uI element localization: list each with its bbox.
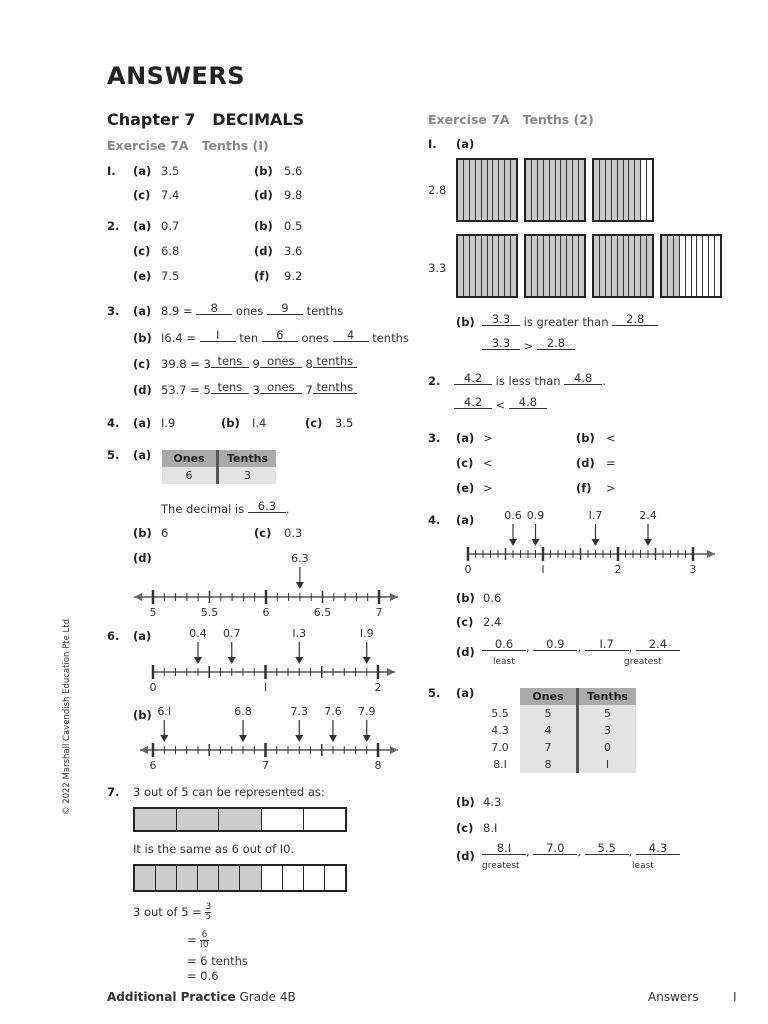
pointer-arrow-head bbox=[228, 657, 236, 664]
tenth-shaded bbox=[198, 866, 219, 890]
q4-answer-a: I.9 bbox=[161, 416, 176, 430]
r-q4d-blank-3: I.7 bbox=[585, 638, 629, 651]
tenth-strip-shaded bbox=[579, 236, 584, 296]
r-q4-label-c: (c) bbox=[456, 615, 474, 629]
q3d-blank-3: tenths bbox=[313, 381, 357, 394]
q3d-blank-2: ones bbox=[260, 381, 302, 394]
q5-cell-tenths: 3 bbox=[218, 467, 276, 484]
r-q5-cell: 0 bbox=[578, 739, 636, 756]
q2-answer-e: 7.5 bbox=[161, 269, 180, 283]
q4-answer-c: 3.5 bbox=[335, 416, 354, 430]
q3b-text-2: ones bbox=[301, 331, 329, 345]
pointer-label: 6.8 bbox=[234, 705, 252, 718]
q3-label-b: (b) bbox=[133, 331, 152, 345]
footer-book-grade: Grade 4B bbox=[239, 990, 296, 1004]
r-q3-label-d: (d) bbox=[576, 456, 595, 470]
r-q5d-blank-1: 8.I bbox=[482, 842, 526, 855]
q3b-blank-3: 4 bbox=[333, 329, 369, 342]
pointer-arrow-head bbox=[239, 735, 247, 742]
frac-num: 3 bbox=[205, 902, 212, 912]
tenth-unshaded bbox=[325, 866, 345, 890]
q3a-text-1: ones bbox=[235, 304, 264, 318]
q2-answer-a: 0.7 bbox=[161, 219, 180, 233]
pointer-arrow-head bbox=[363, 735, 371, 742]
q7-line-2: It is the same as 6 out of I0. bbox=[133, 842, 295, 856]
tenth-shaded bbox=[219, 866, 240, 890]
r-q2-blank-2: 4.8 bbox=[564, 372, 602, 385]
tick-label: 0 bbox=[149, 681, 157, 694]
tenth-strip-shaded bbox=[511, 160, 516, 220]
r-q2-blank-1: 4.2 bbox=[454, 372, 492, 385]
tick-label: 6.5 bbox=[313, 606, 332, 619]
q6a-number-line bbox=[140, 625, 400, 700]
r-q2-sentence: 4.2 is less than 4.8 . bbox=[454, 374, 606, 388]
q3c-blank-3: tenths bbox=[313, 355, 357, 368]
frac-den: I0 bbox=[200, 940, 209, 950]
r-q5-corner bbox=[480, 688, 520, 705]
q2-label-e: (e) bbox=[133, 269, 152, 283]
q1-label-d: (d) bbox=[254, 188, 273, 202]
r-q3-label-f: (f) bbox=[576, 481, 592, 495]
q3b-blank-2: 6 bbox=[262, 329, 298, 342]
exercise-heading-tenths-1: Exercise 7A Tenths (I) bbox=[107, 138, 269, 153]
r-q4d-greatest-label: greatest bbox=[624, 657, 662, 667]
q3d-text-2: 7 bbox=[305, 383, 313, 397]
fifth-unshaded bbox=[262, 809, 304, 830]
axis-arrowhead-right bbox=[387, 668, 395, 676]
q1-label-a: (a) bbox=[133, 164, 152, 178]
q3c-blank-1: tens bbox=[211, 355, 249, 368]
q3a-text-2: tenths bbox=[306, 304, 344, 318]
pointer-label: 0.6 bbox=[504, 509, 522, 522]
tick-label: 7 bbox=[262, 759, 269, 772]
r-q2-symbol: < bbox=[495, 398, 506, 412]
axis-arrowhead-right bbox=[707, 550, 715, 558]
q3b-text-3: tenths bbox=[372, 331, 409, 345]
r-q5-cell: 3 bbox=[578, 722, 636, 739]
q3a-blank-2: 9 bbox=[267, 302, 303, 315]
axis-arrowhead-right bbox=[390, 593, 398, 601]
pointer-arrow-head bbox=[295, 735, 303, 742]
q5-answer-b: 6 bbox=[161, 526, 169, 540]
r-q4-answer-c: 2.4 bbox=[483, 615, 502, 629]
q5-th-ones: Ones bbox=[162, 450, 218, 467]
q1-answer-a: 3.5 bbox=[161, 164, 180, 178]
r-q4-label-d: (d) bbox=[456, 645, 475, 659]
r-q5d-blank-3: 5.5 bbox=[585, 842, 629, 855]
q3c-text-1: 9 bbox=[252, 357, 260, 371]
q6-label-a: (a) bbox=[133, 629, 152, 643]
q5-number-line bbox=[120, 545, 420, 620]
tick-label: 6 bbox=[262, 606, 270, 619]
q5-label-c: (c) bbox=[254, 526, 272, 540]
r-q4d-order: 0.6 , 0.9 , I.7 , 2.4 bbox=[482, 640, 680, 654]
r-q3-answer-b: < bbox=[606, 431, 616, 445]
r-q4d-blank-2: 0.9 bbox=[533, 638, 577, 651]
r-q3-number: 3. bbox=[428, 431, 441, 445]
q3b-blank-1: I bbox=[200, 329, 236, 342]
q7-line-4: = 6 tenths bbox=[187, 954, 248, 968]
pointer-arrow-head bbox=[160, 735, 168, 742]
pointer-label: 7.6 bbox=[324, 705, 342, 718]
q1-answer-b: 5.6 bbox=[284, 164, 303, 178]
r-q2-compare-2: 4.8 bbox=[509, 396, 547, 409]
r-q3-label-b: (b) bbox=[576, 431, 595, 445]
pointer-arrow-head bbox=[363, 657, 371, 664]
r-q1b-compare-2: 2.8 bbox=[537, 337, 575, 350]
q3b-text-1: ten bbox=[239, 331, 259, 345]
q4-label-a: (a) bbox=[133, 416, 152, 430]
pointer-label: I.9 bbox=[359, 627, 374, 640]
footer-section: Answers bbox=[648, 990, 699, 1004]
fifth-shaded bbox=[135, 809, 177, 830]
exercise-heading-tenths-2: Exercise 7A Tenths (2) bbox=[428, 112, 594, 127]
tenth-shaded bbox=[177, 866, 198, 890]
tick-label: 0 bbox=[464, 563, 472, 576]
footer-book-title bbox=[107, 990, 296, 1004]
r-q1b-symbol: > bbox=[523, 339, 534, 353]
r-q5-th-ones: Ones bbox=[520, 688, 578, 705]
r-q4d-least-label: least bbox=[493, 657, 515, 667]
tick-label: 8 bbox=[374, 759, 382, 772]
q5-label-d: (d) bbox=[133, 551, 152, 565]
tick-label: I bbox=[263, 681, 268, 694]
tenth-strip-unshaded bbox=[715, 236, 720, 296]
footer-book-bold: Additional Practice bbox=[107, 990, 236, 1004]
pointer-label: 0.7 bbox=[223, 627, 241, 640]
r-q1b-compare-1: 3.3 bbox=[482, 337, 520, 350]
chapter-number: Chapter 7 bbox=[107, 110, 196, 129]
q1-number: I. bbox=[107, 164, 116, 178]
q3c-text-2: 8 bbox=[305, 357, 313, 371]
q3-answer-d bbox=[161, 380, 357, 397]
q3-answer-b bbox=[161, 328, 409, 345]
r-q4-label-a: (a) bbox=[456, 513, 475, 527]
q6b-number-line bbox=[140, 703, 400, 778]
pointer-label: 6.I bbox=[157, 705, 172, 718]
chapter-heading bbox=[107, 110, 304, 129]
q7-tenths-bar bbox=[133, 864, 347, 892]
q7-fraction-6-10 bbox=[200, 931, 208, 950]
q3d-blank-1: tens bbox=[211, 381, 249, 394]
r-q5-place-value-table bbox=[480, 688, 636, 773]
r-q5-label-d: (d) bbox=[456, 849, 475, 863]
fifth-shaded bbox=[177, 809, 219, 830]
pointer-arrow-head bbox=[644, 539, 652, 546]
q2-label-b: (b) bbox=[254, 219, 273, 233]
q3-label-a: (a) bbox=[133, 304, 152, 318]
pointer-arrow-head bbox=[532, 539, 540, 546]
q7-line-1: 3 out of 5 can be represented as: bbox=[133, 785, 325, 799]
axis-arrowhead-right bbox=[390, 746, 398, 754]
q2-number: 2. bbox=[107, 219, 120, 233]
r-q2-compare bbox=[454, 395, 547, 412]
q5-cell-ones: 6 bbox=[162, 467, 218, 484]
q5-th-tenths: Tenths bbox=[218, 450, 276, 467]
r-q1b-compare bbox=[482, 336, 575, 353]
r-q5-th-tenths: Tenths bbox=[578, 688, 636, 705]
pointer-label: 0.4 bbox=[189, 627, 207, 640]
r-q5-number: 5. bbox=[428, 686, 441, 700]
r-q5d-blank-4: 4.3 bbox=[636, 842, 680, 855]
tick-label: 7 bbox=[375, 606, 383, 619]
q1-label-c: (c) bbox=[133, 188, 151, 202]
tenths-grid-square bbox=[456, 158, 518, 222]
r-q4d-blank-1: 0.6 bbox=[482, 638, 526, 651]
q3c-blank-2: ones bbox=[260, 355, 302, 368]
tick-label: 2 bbox=[614, 563, 622, 576]
tenths-grid-square bbox=[524, 158, 586, 222]
r-q5-cell: 8 bbox=[520, 756, 578, 773]
pointer-label: 7.9 bbox=[358, 705, 376, 718]
tenths-grid-square bbox=[660, 234, 722, 298]
r-q5-row-label: 5.5 bbox=[480, 705, 520, 722]
tenth-shaded bbox=[135, 866, 156, 890]
tenth-unshaded bbox=[283, 866, 304, 890]
q1-label-b: (b) bbox=[254, 164, 273, 178]
q5-label-a: (a) bbox=[133, 448, 152, 462]
r-q5-row-label: 4.3 bbox=[480, 722, 520, 739]
r-q5-answer-c: 8.I bbox=[483, 821, 498, 835]
pointer-arrow-head bbox=[592, 539, 600, 546]
q3d-lead: 53.7 = 5 bbox=[161, 383, 211, 397]
r-q5-label-c: (c) bbox=[456, 821, 474, 835]
r-q5-cell: 7 bbox=[520, 739, 578, 756]
tenths-grid-square bbox=[524, 234, 586, 298]
q2-answer-d: 3.6 bbox=[284, 244, 303, 258]
q7-eq-sign: = bbox=[187, 933, 197, 947]
q7-line-3 bbox=[133, 903, 211, 922]
chapter-name: DECIMALS bbox=[212, 110, 305, 129]
tenth-shaded bbox=[156, 866, 177, 890]
q3-answer-c bbox=[161, 354, 357, 371]
r-q1b-blank-2: 2.8 bbox=[612, 313, 658, 326]
r-q1-row-2-label: 3.3 bbox=[428, 261, 447, 275]
r-q5-label-b: (b) bbox=[456, 795, 475, 809]
axis-arrowhead-left bbox=[140, 746, 148, 754]
q4-label-c: (c) bbox=[305, 416, 323, 430]
r-q5-row-label: 7.0 bbox=[480, 739, 520, 756]
q7-line-3-text: 3 out of 5 = bbox=[133, 905, 202, 919]
q7-fraction-3-5 bbox=[205, 903, 211, 922]
q5-decimal-text: The decimal is bbox=[161, 502, 245, 516]
r-q5-table-wrap bbox=[480, 688, 636, 773]
tenth-strip-shaded bbox=[579, 160, 584, 220]
q5-label-b: (b) bbox=[133, 526, 152, 540]
q3-label-d: (d) bbox=[133, 383, 152, 397]
q4-number: 4. bbox=[107, 416, 120, 430]
tenth-unshaded bbox=[304, 866, 325, 890]
axis-arrowhead-left bbox=[134, 593, 142, 601]
r-q3-answer-d: = bbox=[606, 456, 616, 470]
q3-label-c: (c) bbox=[133, 357, 151, 371]
tick-label: 2 bbox=[374, 681, 382, 694]
fifth-shaded bbox=[219, 809, 261, 830]
r-q5d-least-label: least bbox=[632, 861, 654, 871]
r-q5d-blank-2: 7.0 bbox=[533, 842, 577, 855]
tenths-grid-square bbox=[456, 234, 518, 298]
r-q3-answer-f: > bbox=[606, 481, 616, 495]
q4-label-b: (b) bbox=[221, 416, 240, 430]
frac-num: 6 bbox=[201, 930, 208, 940]
r-q1-row-1-label: 2.8 bbox=[428, 183, 447, 197]
pointer-arrow-head bbox=[194, 657, 202, 664]
q6-number: 6. bbox=[107, 629, 120, 643]
q3-answer-a bbox=[161, 301, 344, 318]
q3d-text-1: 3 bbox=[252, 383, 260, 397]
q5-number: 5. bbox=[107, 448, 120, 462]
tick-label: 3 bbox=[689, 563, 697, 576]
r-q3-answer-a: > bbox=[483, 431, 493, 445]
r-q5-cell: I bbox=[578, 756, 636, 773]
tenth-strip-shaded bbox=[511, 236, 516, 296]
q2-answer-c: 6.8 bbox=[161, 244, 180, 258]
r-q2-number: 2. bbox=[428, 374, 441, 388]
q3a-lead: 8.9 = bbox=[161, 304, 193, 318]
q2-answer-f: 9.2 bbox=[284, 269, 303, 283]
r-q5-cell: 5 bbox=[520, 705, 578, 722]
r-q1-label-b: (b) bbox=[456, 315, 475, 329]
q5-answer-c: 0.3 bbox=[284, 526, 303, 540]
fifth-unshaded bbox=[304, 809, 345, 830]
r-q5-label-a: (a) bbox=[456, 686, 475, 700]
tick-label: 6 bbox=[149, 759, 157, 772]
tick-label: 5 bbox=[149, 606, 157, 619]
r-q5-row-label: 8.I bbox=[480, 756, 520, 773]
r-q4-number-line bbox=[455, 507, 725, 582]
q7-line-eq bbox=[187, 931, 209, 950]
q2-label-d: (d) bbox=[254, 244, 273, 258]
tenth-shaded bbox=[240, 866, 261, 890]
r-q3-label-a: (a) bbox=[456, 431, 475, 445]
r-q2-text: is less than bbox=[495, 374, 561, 388]
pointer-arrow-head bbox=[509, 539, 517, 546]
r-q3-answer-c: < bbox=[483, 456, 493, 470]
r-q5d-greatest-label: greatest bbox=[482, 861, 520, 871]
r-q5-answer-b: 4.3 bbox=[483, 795, 502, 809]
pointer-label: 0.9 bbox=[526, 509, 545, 522]
q3b-lead: I6.4 = bbox=[161, 331, 196, 345]
r-q2-compare-1: 4.2 bbox=[454, 396, 492, 409]
q3-number: 3. bbox=[107, 304, 120, 318]
tenth-strip-shaded bbox=[647, 236, 652, 296]
pointer-label: I.3 bbox=[292, 627, 307, 640]
q2-label-f: (f) bbox=[254, 269, 270, 283]
tenths-grid-square bbox=[592, 158, 654, 222]
q6-label-b: (b) bbox=[133, 708, 152, 722]
tenth-unshaded bbox=[262, 866, 283, 890]
tick-label: 5.5 bbox=[200, 606, 219, 619]
r-q1b-sentence bbox=[482, 312, 658, 329]
r-q3-label-e: (e) bbox=[456, 481, 475, 495]
r-q4-number: 4. bbox=[428, 513, 441, 527]
q2-label-a: (a) bbox=[133, 219, 152, 233]
r-q4-label-b: (b) bbox=[456, 591, 475, 605]
pointer-arrow-head bbox=[296, 582, 304, 589]
q1-answer-c: 7.4 bbox=[161, 188, 180, 202]
q5-line-group bbox=[134, 552, 398, 619]
footer-page-number: I bbox=[733, 990, 737, 1004]
pointer-label: 7.3 bbox=[290, 705, 308, 718]
copyright-notice: © 2022 Marshall Cavendish Education Pte Ltd bbox=[62, 619, 72, 815]
q2-label-c: (c) bbox=[133, 244, 151, 258]
q1-answer-d: 9.8 bbox=[284, 188, 303, 202]
q7-fifths-bar bbox=[133, 807, 347, 832]
q3a-blank-1: 8 bbox=[196, 302, 232, 315]
q5-decimal-sentence: The decimal is 6.3 . bbox=[161, 499, 290, 516]
r-q5-cell: 4 bbox=[520, 722, 578, 739]
page-title: ANSWERS bbox=[107, 62, 246, 90]
q2-answer-b: 0.5 bbox=[284, 219, 303, 233]
frac-den: 5 bbox=[205, 912, 212, 922]
r-q3-label-c: (c) bbox=[456, 456, 474, 470]
r-q5d-order: 8.I , 7.0 , 5.5 , 4.3 bbox=[482, 844, 680, 858]
pointer-label: I.7 bbox=[588, 509, 603, 522]
r-q4d-blank-4: 2.4 bbox=[636, 638, 680, 651]
tenth-strip-unshaded bbox=[647, 160, 652, 220]
q7-line-5: = 0.6 bbox=[187, 969, 219, 983]
r-q3-answer-e: > bbox=[483, 481, 493, 495]
r-q1-number: I. bbox=[428, 137, 437, 151]
pointer-arrow-head bbox=[295, 657, 303, 664]
q4-answer-b: I.4 bbox=[252, 416, 267, 430]
r-q1-label-a: (a) bbox=[456, 137, 475, 151]
r-q1b-text: is greater than bbox=[523, 315, 609, 329]
r-q4-answer-b: 0.6 bbox=[483, 591, 502, 605]
tenths-grid-square bbox=[592, 234, 654, 298]
pointer-label: 2.4 bbox=[639, 509, 657, 522]
pointer-arrow-head bbox=[329, 735, 337, 742]
q7-number: 7. bbox=[107, 785, 120, 799]
q5-place-value-table bbox=[162, 450, 276, 484]
q5-decimal-blank: 6.3 bbox=[248, 500, 286, 513]
r-q5-cell: 5 bbox=[578, 705, 636, 722]
tick-label: I bbox=[541, 563, 545, 576]
r-q1b-blank-1: 3.3 bbox=[482, 313, 520, 326]
q3c-lead: 39.8 = 3 bbox=[161, 357, 211, 371]
pointer-label: 6.3 bbox=[291, 552, 309, 565]
